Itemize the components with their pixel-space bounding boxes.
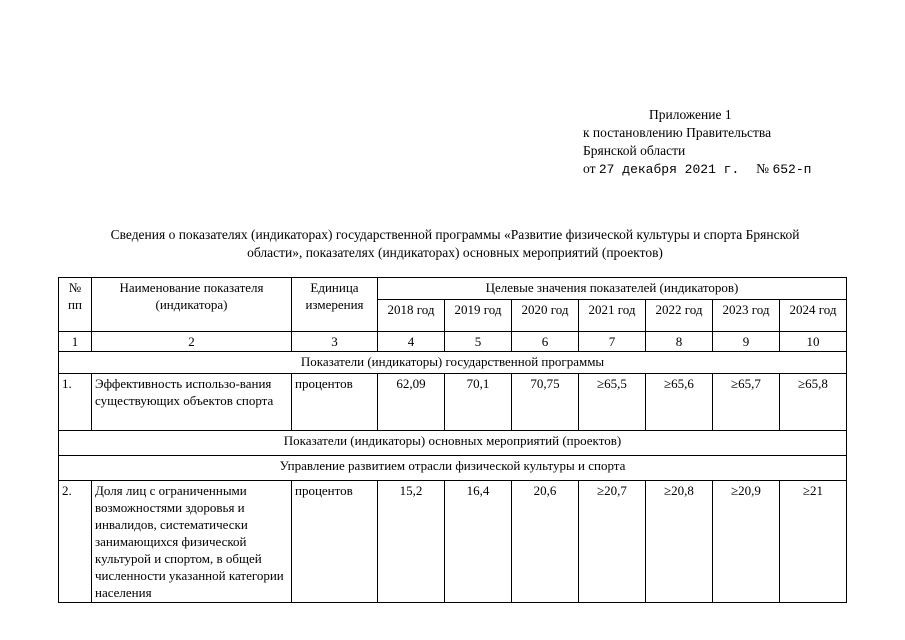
- indicators-table: [58, 277, 847, 603]
- appendix-label: Приложение 1: [649, 107, 732, 122]
- section-row: [59, 352, 847, 374]
- column-number: 10: [780, 332, 847, 352]
- table-row: [59, 374, 847, 431]
- number-value: 652-п: [772, 162, 812, 177]
- column-number: 2: [92, 332, 292, 352]
- row-value: ≥20,8: [646, 481, 713, 603]
- header-year: 2018 год: [378, 300, 445, 332]
- row-value: 20,6: [512, 481, 579, 603]
- appendix-resolution: к постановлению Правительства: [583, 125, 772, 140]
- row-value: 70,1: [445, 374, 512, 431]
- header-row-1: [59, 278, 847, 300]
- appendix-region: Брянской области: [583, 143, 686, 158]
- header-year: 2019 год: [445, 300, 512, 332]
- row-unit: процентов: [292, 374, 378, 431]
- column-number: 1: [59, 332, 92, 352]
- header-year: 2024 год: [780, 300, 847, 332]
- column-number: 5: [445, 332, 512, 352]
- row-value: ≥21: [780, 481, 847, 603]
- column-number: 3: [292, 332, 378, 352]
- row-name: Доля лиц с ограниченными возможностями здоровья и инвалидов, систематически занимающихся физической культурой и спортом, в общей численности указанной категории населения: [92, 481, 292, 603]
- column-number: 8: [646, 332, 713, 352]
- appendix-header: [583, 106, 811, 179]
- header-year: 2023 год: [713, 300, 780, 332]
- section-activity-indicators: Показатели (индикаторы) основных мероприятий (проектов): [59, 431, 847, 456]
- section-program-indicators: Показатели (индикаторы) государственной программы: [59, 352, 847, 374]
- document-title: [55, 226, 855, 262]
- row-value: ≥65,6: [646, 374, 713, 431]
- header-unit: Единица измерения: [292, 278, 378, 332]
- header-num: № пп: [59, 278, 92, 332]
- column-number-row: [59, 332, 847, 352]
- row-value: ≥20,7: [579, 481, 646, 603]
- appendix-date-line: [583, 160, 811, 179]
- row-name: Эффективность использо-вания существующих объектов спорта: [92, 374, 292, 431]
- table-row: [59, 481, 847, 603]
- header-year: 2022 год: [646, 300, 713, 332]
- section-row: [59, 431, 847, 456]
- row-value: 16,4: [445, 481, 512, 603]
- row-value: ≥20,9: [713, 481, 780, 603]
- section-sport-management: Управление развитием отрасли физической культуры и спорта: [59, 456, 847, 481]
- row-value: ≥65,8: [780, 374, 847, 431]
- column-number: 6: [512, 332, 579, 352]
- column-number: 7: [579, 332, 646, 352]
- header-targets: Целевые значения показателей (индикаторов): [378, 278, 847, 300]
- title-line-2: области», показателях (индикаторах) основных мероприятий (проектов): [247, 245, 663, 260]
- header-name: Наименование показателя (индикатора): [92, 278, 292, 332]
- column-number: 9: [713, 332, 780, 352]
- column-number: 4: [378, 332, 445, 352]
- row-value: 15,2: [378, 481, 445, 603]
- row-unit: процентов: [292, 481, 378, 603]
- date-value: 27 декабря 2021 г.: [598, 162, 740, 177]
- title-line-1: Сведения о показателях (индикаторах) государственной программы «Развитие физической культуры и спорта Брянской: [110, 227, 800, 242]
- row-value: ≥65,5: [579, 374, 646, 431]
- row-num: 1.: [59, 374, 92, 431]
- header-year: 2021 год: [579, 300, 646, 332]
- header-year: 2020 год: [512, 300, 579, 332]
- date-prefix: от: [583, 161, 596, 176]
- number-label: №: [756, 161, 770, 176]
- row-value: 62,09: [378, 374, 445, 431]
- row-value: 70,75: [512, 374, 579, 431]
- section-row: [59, 456, 847, 481]
- row-num: 2.: [59, 481, 92, 603]
- row-value: ≥65,7: [713, 374, 780, 431]
